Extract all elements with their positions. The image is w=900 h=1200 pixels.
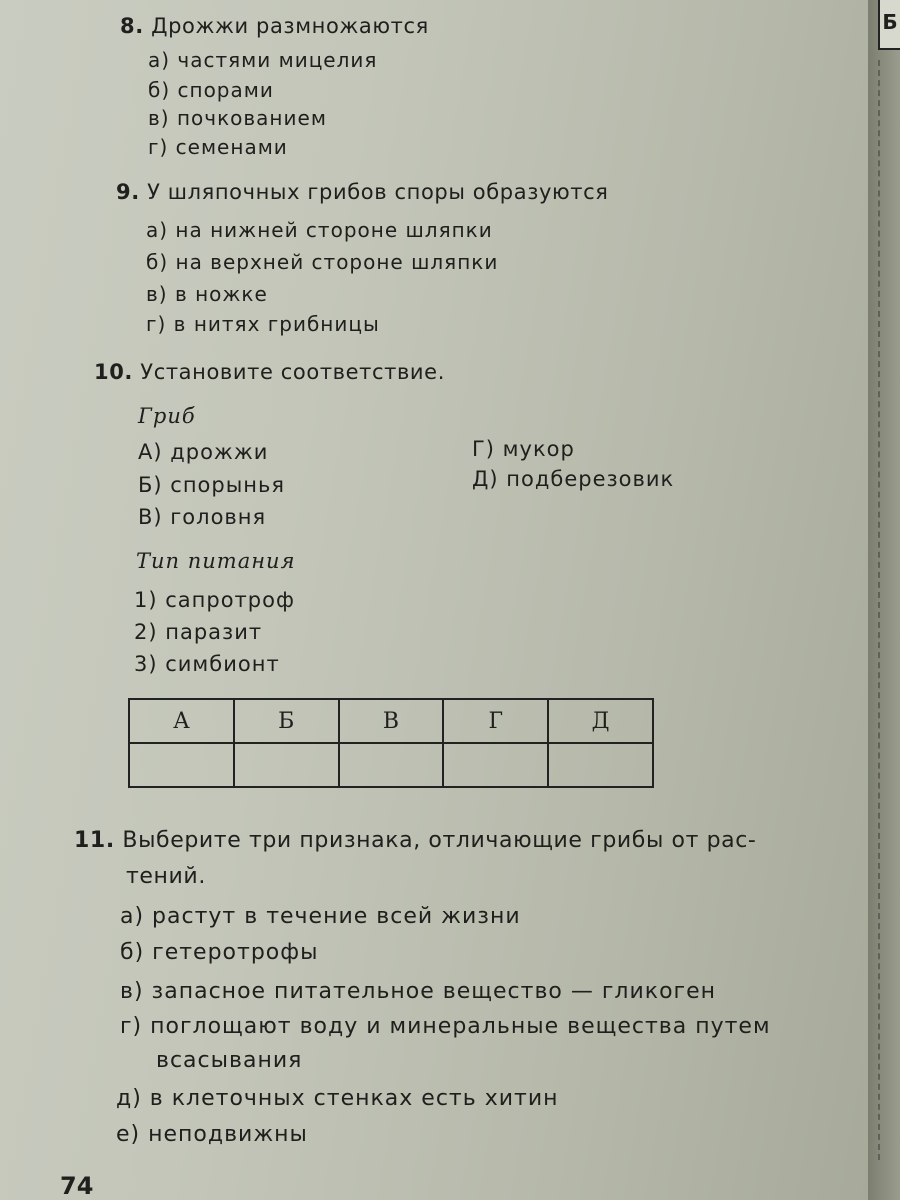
q9-option-c: в) в ножке: [146, 282, 268, 306]
answer-header-a: А: [129, 699, 234, 743]
q11-option-f: е) неподвижны: [116, 1122, 308, 1147]
answer-table-input-row: [129, 743, 653, 787]
fungus-a: А) дрожжи: [138, 440, 269, 464]
question-number: 11.: [74, 828, 115, 853]
question-11: [74, 828, 756, 853]
nutrition-3: 3) симбионт: [134, 652, 280, 676]
fungus-header: Гриб: [138, 404, 196, 428]
page-number: 74: [60, 1172, 94, 1200]
question-10: [94, 360, 445, 384]
q11-option-a: а) растут в течение всей жизни: [120, 904, 521, 929]
nutrition-2: 2) паразит: [134, 620, 263, 644]
answer-header-g: Г: [443, 699, 548, 743]
fungus-v: В) головня: [138, 505, 267, 529]
answer-cell-v[interactable]: [339, 743, 444, 787]
answer-header-v: В: [339, 699, 444, 743]
question-number: 8.: [120, 14, 144, 38]
answer-cell-a[interactable]: [129, 743, 234, 787]
q11-option-d-continued: всасывания: [156, 1048, 303, 1073]
edge-tab: Б: [878, 0, 900, 50]
question-text: Дрожжи размножаются: [151, 14, 429, 38]
cut-line: [878, 60, 880, 1160]
answer-cell-b[interactable]: [234, 743, 339, 787]
answer-table: [128, 698, 654, 788]
answer-table-header-row: [129, 699, 653, 743]
question-8: [120, 14, 429, 38]
q8-option-b: б) спорами: [148, 78, 274, 102]
question-number: 9.: [116, 180, 140, 204]
answer-header-b: Б: [234, 699, 339, 743]
question-text: У шляпочных грибов споры образуются: [147, 180, 609, 204]
q11-option-b: б) гетеротрофы: [120, 940, 319, 965]
question-11-continued: тений.: [126, 864, 206, 889]
fungus-g: Г) мукор: [472, 437, 575, 461]
question-9: [116, 180, 608, 204]
question-text: Установите соответствие.: [140, 360, 445, 384]
answer-cell-g[interactable]: [443, 743, 548, 787]
q11-option-e: д) в клеточных стенках есть хитин: [116, 1086, 559, 1111]
q8-option-a: а) частями мицелия: [148, 48, 378, 72]
q9-option-d: г) в нитях грибницы: [146, 312, 380, 336]
nutrition-header: Тип питания: [136, 549, 296, 573]
q8-option-c: в) почкованием: [148, 106, 327, 130]
q9-option-a: а) на нижней стороне шляпки: [146, 218, 493, 242]
q11-option-d: г) поглощают воду и минеральные вещества путем: [120, 1014, 771, 1039]
nutrition-1: 1) сапротроф: [134, 588, 295, 612]
q9-option-b: б) на верхней стороне шляпки: [146, 250, 499, 274]
q11-option-c: в) запасное питательное вещество — гликоген: [120, 979, 717, 1004]
next-page-edge: [868, 0, 900, 1200]
fungus-b: Б) спорынья: [138, 473, 286, 497]
answer-header-d: Д: [548, 699, 653, 743]
answer-cell-d[interactable]: [548, 743, 653, 787]
q8-option-d: г) семенами: [148, 135, 288, 159]
fungus-d: Д) подберезовик: [472, 467, 675, 491]
question-number: 10.: [94, 360, 134, 384]
question-text: Выберите три признака, отличающие грибы от рас-: [122, 828, 757, 853]
